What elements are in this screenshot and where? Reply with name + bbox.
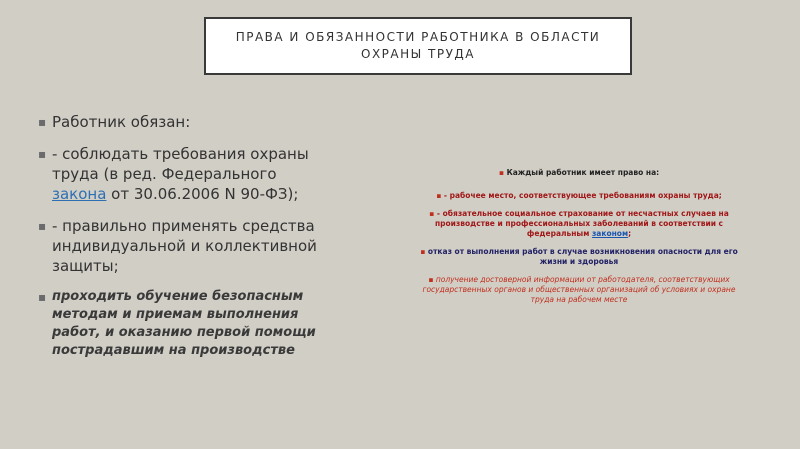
duty-3-text: проходить обучение безопасным методам и приемам выполнения работ, и оказанию первой помощи пострадавшим на производстве [52,289,316,358]
rights-column [416,168,742,313]
duty-2-text: - правильно применять средства индивидуальной и коллективной защиты; [52,217,317,275]
duties-heading-row [38,112,328,132]
slide-title-line2: ОХРАНЫ ТРУДА [361,47,475,61]
bullet-icon: ▪ [38,147,47,161]
right-2-text-pre: - обязательное социальное страхование от несчастных случаев на производстве и профессиональных заболеваний в соответствии с федеральным [434,209,729,238]
law-link[interactable]: закона [52,185,107,203]
right-2-text-post: ; [628,229,632,238]
small-bullet-icon: ▪ [420,247,426,256]
right-1-text: - рабочее место, соответствующее требованиям охраны труда; [443,191,722,200]
duty-item-1 [38,144,328,204]
bullet-icon: ▪ [38,115,47,129]
bullet-icon: ▪ [38,219,47,233]
right-item-1 [416,191,742,201]
small-bullet-icon: ▪ [436,191,442,200]
duty-item-2 [38,216,328,276]
right-4-text: получение достоверной информации от работодателя, соответствующих государственных органов и общественных организаций об условиях и охране труда на рабочем месте [422,275,736,304]
small-bullet-icon: ▪ [429,209,435,218]
slide-title-line1: ПРАВА И ОБЯЗАННОСТИ РАБОТНИКА В ОБЛАСТИ [235,30,601,44]
right-3-text: отказ от выполнения работ в случае возникновения опасности для его жизни и здоровья [427,247,738,266]
duties-column [38,112,328,360]
duty-1-text-post: от 30.06.2006 N 90-ФЗ); [106,185,299,203]
duty-1-text-pre: - соблюдать требования охраны труда (в ред. Федерального [52,145,309,183]
duty-item-3 [38,288,328,360]
duties-heading: Работник обязан: [52,113,191,131]
right-item-2 [416,209,742,239]
rights-heading: Каждый работник имеет право на: [506,168,660,177]
rights-heading-row [416,168,742,178]
small-bullet-icon: ▪ [498,168,504,177]
bullet-icon: ▪ [38,290,47,304]
federal-law-link[interactable]: законом [591,229,629,238]
slide-title-box [204,17,632,75]
right-item-3 [416,247,742,267]
right-item-4 [416,275,742,305]
small-bullet-icon: ▪ [428,275,434,284]
